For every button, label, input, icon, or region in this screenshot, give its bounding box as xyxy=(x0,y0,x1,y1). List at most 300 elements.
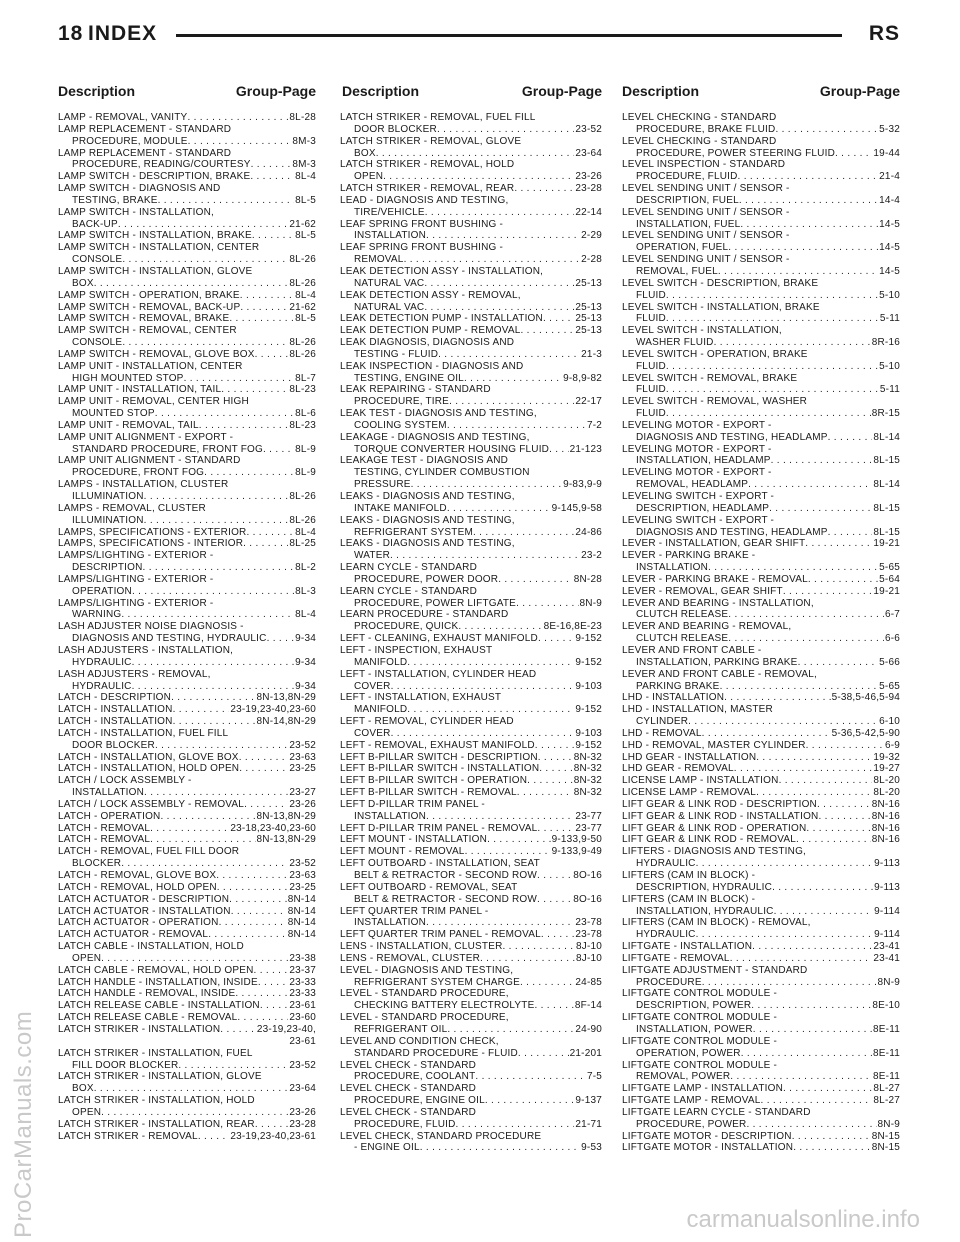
entry-text: PROCEDURE, POWER xyxy=(636,1118,747,1130)
index-entry xyxy=(58,124,316,148)
dot-leader xyxy=(818,811,870,823)
entry-text: FLUID xyxy=(636,408,666,420)
entry-text: - ENGINE OIL xyxy=(354,1142,420,1154)
entry-text: CYLINDER xyxy=(636,716,689,728)
group-page-ref: 9-133,9-49 xyxy=(551,846,602,858)
group-page-ref: 9-113 xyxy=(874,858,900,870)
entry-text: LATCH STRIKER - INSTALLATION xyxy=(58,1023,221,1035)
dot-leader xyxy=(688,716,878,728)
dot-leader xyxy=(806,823,870,835)
entry-text: STANDARD PROCEDURE, FRONT FOG xyxy=(72,443,263,455)
entry-text: OPEN xyxy=(354,171,384,183)
entry-text: LHD - INSTALLATION xyxy=(622,692,725,704)
entry-text: LATCH - REMOVAL, HOLD OPEN xyxy=(58,881,217,893)
entry-text: LAMP REPLACEMENT - STANDARD xyxy=(58,123,232,135)
page-number: 18 xyxy=(58,22,84,45)
group-page-ref: 9-103 xyxy=(575,727,602,739)
entry-text: LHD GEAR - REMOVAL xyxy=(622,763,734,775)
entry-text: INSTALLATION, HEADLAMP xyxy=(636,455,771,467)
dot-leader xyxy=(485,1095,575,1107)
index-entry xyxy=(622,621,900,645)
index-entry xyxy=(340,538,602,562)
entry-text: REMOVAL xyxy=(354,254,404,266)
group-page-ref: 24-90 xyxy=(575,1023,602,1035)
entry-text: REMOVAL, POWER xyxy=(636,1071,731,1083)
entry-text: PROCEDURE, READING/COURTESY xyxy=(72,159,251,171)
entry-text: LAMPS - INSTALLATION, CLUSTER xyxy=(58,479,229,491)
entry-text: CHECKING BATTERY ELECTROLYTE xyxy=(354,1000,535,1012)
dot-leader xyxy=(538,633,574,645)
group-page-ref: 8L-26 xyxy=(289,337,316,349)
index-entry xyxy=(622,420,900,444)
index-entry xyxy=(340,775,602,787)
dot-leader xyxy=(447,1024,574,1036)
entry-text: WATER xyxy=(354,550,390,562)
index-entry xyxy=(340,763,602,775)
group-page-ref: 21-71 xyxy=(575,1118,602,1130)
group-page-ref: 8N-9 xyxy=(877,1118,900,1130)
group-page-ref: 8L-5 xyxy=(295,194,316,206)
entry-text: LAMP SWITCH - REMOVAL, BACK-UP xyxy=(58,301,241,313)
group-page-ref: 5-32 xyxy=(879,123,900,135)
entry-text: LEAF SPRING FRONT BUSHING - xyxy=(340,218,504,230)
index-entry xyxy=(622,1036,900,1060)
entry-text: OPEN xyxy=(72,952,102,964)
entry-text: FLUID xyxy=(636,313,666,325)
dot-leader xyxy=(464,373,562,385)
entry-text: PROCEDURE xyxy=(636,976,702,988)
dot-leader xyxy=(527,775,573,787)
index-entry xyxy=(622,550,900,574)
entry-text: LEFT B-PILLAR SWITCH - OPERATION xyxy=(340,775,528,787)
dot-leader xyxy=(702,728,831,740)
index-entry xyxy=(340,219,602,243)
entry-text: LIFTERS (CAM IN BLOCK) - xyxy=(622,870,756,881)
column-header-2 xyxy=(342,83,602,103)
index-entry xyxy=(58,716,316,728)
dot-leader xyxy=(424,278,574,290)
entry-text: HYDRAULIC xyxy=(72,680,132,692)
entry-text: BELT & RETRACTOR - SECOND ROW xyxy=(354,893,538,905)
group-page-ref: 21-62 xyxy=(289,218,316,230)
entry-text: LEFT QUARTER TRIM PANEL - xyxy=(340,905,489,917)
index-entry xyxy=(622,763,900,775)
index-entry xyxy=(58,645,316,669)
group-page-ref: 23-38 xyxy=(289,952,316,964)
entry-text: LEFT - REMOVAL, EXHAUST MANIFOLD xyxy=(340,739,535,751)
entry-text: CLUTCH RELEASE xyxy=(636,633,729,645)
group-page-ref: 8L-14 xyxy=(873,431,900,443)
index-entry xyxy=(340,266,602,290)
index-entry xyxy=(58,420,316,432)
entry-text: LAMP UNIT - REMOVAL, TAIL xyxy=(58,419,199,431)
entry-text: LEVEL - STANDARD PROCEDURE, xyxy=(340,988,509,1000)
group-page-ref: 23-2 xyxy=(581,550,602,562)
entry-text: BOX xyxy=(354,147,376,159)
entry-text: LEVEL SWITCH - REMOVAL, BRAKE xyxy=(622,372,798,384)
group-page-ref: 8N-15 xyxy=(871,1142,900,1154)
entry-text: CONSOLE xyxy=(72,254,123,266)
group-page-ref: 23-27 xyxy=(289,787,316,799)
group-page-ref: 9-133,9-50 xyxy=(551,834,602,846)
dot-leader xyxy=(426,811,574,823)
entry-text: LATCH STRIKER - REMOVAL, FUEL FILL xyxy=(340,112,536,123)
entry-text: LIFTGATE LEARN CYCLE - STANDARD xyxy=(622,1106,811,1118)
index-entry xyxy=(622,823,900,835)
dot-leader xyxy=(728,633,884,645)
dot-leader xyxy=(404,254,581,266)
dot-leader xyxy=(756,787,872,799)
group-page-ref: 8N-14 xyxy=(287,929,316,941)
page-title: INDEX xyxy=(88,22,158,45)
index-entry xyxy=(622,692,900,704)
index-entry xyxy=(58,290,316,302)
dot-leader xyxy=(828,527,873,539)
index-entry xyxy=(340,953,602,965)
group-page-ref: 8L-26 xyxy=(289,277,316,289)
entry-text: LAMP SWITCH - INSTALLATION, BRAKE xyxy=(58,230,252,242)
entry-text: LEVEL CHECK - STANDARD xyxy=(340,1059,477,1071)
entry-text: LICENSE LAMP - INSTALLATION xyxy=(622,775,779,787)
group-page-ref: 8L-23 xyxy=(289,384,316,396)
entry-text: INSTALLATION xyxy=(636,562,709,574)
entry-text: LAMPS - REMOVAL, CLUSTER xyxy=(58,502,206,514)
dot-leader xyxy=(254,965,289,977)
index-entry xyxy=(622,373,900,397)
entry-text: LEFT B-PILLAR SWITCH - INSTALLATION xyxy=(340,763,540,775)
index-entry xyxy=(340,692,602,716)
entry-text: LATCH ACTUATOR - OPERATION xyxy=(58,917,219,929)
dot-leader xyxy=(792,1131,871,1143)
index-entry xyxy=(622,965,900,989)
entry-text: LEFT D-PILLAR TRIM PANEL - xyxy=(340,798,485,810)
index-entry xyxy=(622,752,900,764)
column-header-3 xyxy=(622,83,900,103)
entry-text: REFRIGERANT SYSTEM xyxy=(354,526,473,538)
index-entry xyxy=(58,384,316,396)
group-page-ref: 24-86 xyxy=(575,526,602,538)
entry-text: LEVEL SENDING UNIT / SENSOR - xyxy=(622,230,790,242)
dot-leader xyxy=(537,894,572,906)
entry-text: OPERATION, FUEL xyxy=(636,242,729,254)
dot-leader xyxy=(751,1000,871,1012)
group-page-ref: 23-52 xyxy=(289,1059,316,1071)
group-page-ref: 8O-16 xyxy=(573,870,602,881)
group-page-heading: Group-Page xyxy=(235,83,316,99)
index-entry xyxy=(622,988,900,1012)
group-page-ref: 8L-6 xyxy=(295,408,316,420)
entry-text: LIFTERS (CAM IN BLOCK) - xyxy=(622,893,756,905)
group-page-ref: 8L-26 xyxy=(289,491,316,502)
entry-text: TESTING, BRAKE xyxy=(72,194,158,206)
group-page-ref: 23-33 xyxy=(289,988,316,1000)
index-entry xyxy=(622,1142,900,1154)
entry-text: LEVELING SWITCH - EXPORT - xyxy=(622,514,775,526)
group-page-ref: 14-5 xyxy=(879,242,900,254)
index-entry xyxy=(622,230,900,254)
entry-text: DOOR BLOCKER xyxy=(354,123,437,135)
index-entry xyxy=(622,207,900,231)
page-header xyxy=(58,18,900,54)
dot-leader xyxy=(772,882,873,894)
dot-leader xyxy=(132,681,295,693)
index-entry xyxy=(622,159,900,183)
dot-leader xyxy=(549,444,569,456)
index-entry xyxy=(622,112,900,136)
entry-text: WASHER FLUID xyxy=(636,337,714,349)
dot-leader xyxy=(173,704,230,716)
group-page-ref: 7-2 xyxy=(586,419,602,431)
index-entry xyxy=(58,503,316,527)
group-page-ref: 5-11 xyxy=(879,313,900,325)
index-entry xyxy=(58,527,316,539)
index-entry xyxy=(58,1119,316,1131)
group-page-ref: 22-14 xyxy=(575,206,602,218)
group-page-ref: 8F-14 xyxy=(574,1000,602,1012)
index-entry xyxy=(340,408,602,432)
entry-text: LEVER - PARKING BRAKE - xyxy=(622,550,756,562)
entry-text: LEAKS - DIAGNOSIS AND TESTING, xyxy=(340,491,515,502)
dot-leader xyxy=(391,728,575,740)
group-page-ref: 23-78 xyxy=(575,917,602,929)
index-entry xyxy=(622,870,900,894)
dot-leader xyxy=(426,917,574,929)
entry-text: LEFT MOUNT - REMOVAL xyxy=(340,846,465,858)
group-page-ref: 23-28 xyxy=(289,1118,316,1130)
entry-text: BOX xyxy=(72,277,94,289)
index-entry xyxy=(622,136,900,160)
group-page-ref: 8E-16,8E-23 xyxy=(543,621,602,633)
entry-text: LEFT QUARTER TRIM PANEL - REMOVAL xyxy=(340,929,541,941)
dot-leader xyxy=(774,906,874,918)
dot-leader xyxy=(516,598,578,610)
group-page-ref: 8L-4 xyxy=(295,289,316,301)
group-page-ref: 8L-23 xyxy=(289,419,316,431)
entry-text: LIFT GEAR & LINK ROD - REMOVAL xyxy=(622,834,796,846)
description-heading: Description xyxy=(58,83,136,99)
group-page-ref: 23-41 xyxy=(873,952,900,964)
index-entry xyxy=(58,1048,316,1072)
group-page-ref: 8N-32 xyxy=(573,751,602,763)
index-entry xyxy=(340,1131,602,1155)
dot-leader xyxy=(437,124,574,136)
dot-leader xyxy=(132,586,294,598)
dot-leader xyxy=(537,823,574,835)
entry-text: INSTALLATION, PARKING BRAKE xyxy=(636,656,798,668)
group-page-ref: 23-63 xyxy=(289,751,316,763)
entry-text: TESTING, ENGINE OIL xyxy=(354,372,464,384)
index-entry xyxy=(340,337,602,361)
index-entry xyxy=(622,645,900,669)
dot-leader xyxy=(817,799,871,811)
index-entry xyxy=(340,609,602,633)
dot-leader xyxy=(219,917,287,929)
entry-text: PROCEDURE, POWER STEERING FLUID xyxy=(636,147,835,159)
index-entry xyxy=(622,917,900,941)
dot-leader xyxy=(240,290,294,302)
entry-text: LAMP SWITCH - DESCRIPTION, BRAKE xyxy=(58,171,251,183)
index-entry xyxy=(340,361,602,385)
group-page-ref: 6-10 xyxy=(879,716,900,728)
group-page-ref: 8J-10 xyxy=(575,941,602,953)
index-entry xyxy=(622,799,900,811)
group-page-ref: 8L-25 xyxy=(289,538,316,550)
group-page-ref: 9-83,9-9 xyxy=(563,479,602,491)
index-entry xyxy=(58,266,316,290)
group-page-ref: 8E-11 xyxy=(873,1071,900,1083)
index-entry xyxy=(622,325,900,349)
group-page-ref: 23-26 xyxy=(575,171,602,183)
entry-text: LIFT GEAR & LINK ROD - OPERATION xyxy=(622,822,807,834)
dot-leader xyxy=(696,858,874,870)
index-column-3 xyxy=(622,112,900,1154)
entry-text: LEARN PROCEDURE - STANDARD xyxy=(340,609,509,621)
side-watermark: ProCarManuals.com xyxy=(10,1010,37,1238)
description-heading: Description xyxy=(342,83,420,99)
index-entry xyxy=(58,432,316,456)
entry-text: LIFTERS - DIAGNOSIS AND TESTING, xyxy=(622,846,807,858)
group-page-ref: 9-145,9-58 xyxy=(551,502,602,514)
entry-text: BLOCKER xyxy=(72,858,122,870)
group-page-ref: 5-10 xyxy=(879,289,900,301)
entry-text: TESTING - FLUID xyxy=(354,348,439,360)
index-entry xyxy=(622,834,900,846)
group-page-ref: 5-66 xyxy=(879,656,900,668)
index-entry xyxy=(622,811,900,823)
group-page-heading: Group-Page xyxy=(819,83,900,99)
entry-text: LAMP REPLACEMENT - STANDARD xyxy=(58,147,232,159)
dot-leader xyxy=(720,681,879,693)
entry-text: LAMPS/LIGHTING - EXTERIOR - xyxy=(58,573,214,585)
entry-text: LICENSE LAMP - REMOVAL xyxy=(622,787,757,799)
dot-leader xyxy=(239,763,288,775)
dot-leader xyxy=(184,373,295,385)
group-page-ref: 6-9 xyxy=(884,739,900,751)
group-page-ref: 9-34 xyxy=(295,656,316,668)
entry-text: LATCH / LOCK ASSEMBLY - xyxy=(58,775,192,787)
index-entry xyxy=(340,325,602,337)
index-entry xyxy=(622,586,900,598)
index-entry xyxy=(340,906,602,930)
entry-text: LIFTGATE CONTROL MODULE - xyxy=(622,1035,778,1047)
index-entry xyxy=(58,799,316,811)
dot-leader xyxy=(217,882,289,894)
dot-leader xyxy=(144,491,289,503)
entry-text: OPERATION xyxy=(72,585,132,597)
dot-leader xyxy=(728,609,884,621)
entry-text: LATCH - REMOVAL xyxy=(58,834,151,846)
group-page-ref: 8N-9 xyxy=(877,976,900,988)
dot-leader xyxy=(132,657,295,669)
entry-text: COOLING SYSTEM xyxy=(354,419,447,431)
entry-text: LEVEL - DIAGNOSIS AND TESTING, xyxy=(340,964,514,976)
entry-text: LATCH HANDLE - REMOVAL, INSIDE xyxy=(58,988,236,1000)
entry-text: LATCH ACTUATOR - INSTALLATION xyxy=(58,905,231,917)
entry-text: LATCH ACTUATOR - REMOVAL xyxy=(58,929,209,941)
dot-leader xyxy=(714,337,871,349)
group-page-ref: 8M-3 xyxy=(292,159,316,171)
index-entry xyxy=(340,858,602,882)
entry-text: BACK-UP xyxy=(72,218,118,230)
entry-text: REFRIGERANT SYSTEM CHARGE xyxy=(354,976,520,988)
index-entry xyxy=(58,313,316,325)
group-page-ref: 8L-14 xyxy=(873,479,900,491)
group-page-ref: 8N-16 xyxy=(871,822,900,834)
entry-text: LATCH STRIKER - REMOVAL xyxy=(58,1130,198,1142)
index-entry xyxy=(340,846,602,858)
group-page-ref: 19-44 xyxy=(873,147,900,159)
dot-leader xyxy=(94,278,289,290)
index-entry xyxy=(622,538,900,550)
entry-text: PROCEDURE, COOLANT xyxy=(354,1071,476,1083)
group-page-ref: 21-3 xyxy=(581,348,602,360)
index-entry xyxy=(622,775,900,787)
entry-text: LEVER AND FRONT CABLE - REMOVAL, xyxy=(622,668,817,680)
group-page-ref: 23-26 xyxy=(289,1106,316,1118)
dot-leader xyxy=(258,977,289,989)
index-entry xyxy=(58,538,316,550)
dot-leader xyxy=(666,313,879,325)
dot-leader xyxy=(187,112,288,124)
group-page-ref: 23-78 xyxy=(575,929,602,941)
index-entry xyxy=(340,799,602,823)
dot-leader xyxy=(251,159,292,171)
dot-leader xyxy=(724,692,830,704)
entry-text: LAMP - REMOVAL, VANITY xyxy=(58,112,188,123)
entry-text: LATCH - INSTALLATION xyxy=(58,704,173,716)
entry-text: PROCEDURE, POWER DOOR xyxy=(354,573,499,585)
entry-text: BOX xyxy=(72,1083,94,1095)
index-entry xyxy=(58,148,316,172)
group-page-ref: 23-41 xyxy=(873,941,900,953)
entry-text: INSTALLATION, POWER xyxy=(636,1023,753,1035)
index-entry xyxy=(340,491,602,515)
group-page-ref: 23-60 xyxy=(289,1012,316,1024)
dot-leader xyxy=(666,290,878,302)
entry-text: LAMP SWITCH - REMOVAL, BRAKE xyxy=(58,313,230,325)
entry-text: LEVELING MOTOR - EXPORT - xyxy=(622,443,772,455)
entry-text: TESTING, CYLINDER COMBUSTION xyxy=(354,467,530,479)
index-entry xyxy=(58,171,316,183)
index-entry xyxy=(58,361,316,385)
index-entry xyxy=(340,787,602,799)
dot-leader xyxy=(237,1012,288,1024)
dot-leader xyxy=(518,1048,569,1060)
entry-text: PROCEDURE, MODULE xyxy=(72,135,188,147)
entry-text: LAMP UNIT - INSTALLATION, CENTER xyxy=(58,360,243,372)
entry-text: CLUTCH RELEASE xyxy=(636,609,729,621)
dot-leader xyxy=(487,834,551,846)
index-entry xyxy=(340,823,602,835)
index-entry xyxy=(622,396,900,420)
entry-text: LEVEL SWITCH - DESCRIPTION, BRAKE xyxy=(622,277,819,289)
entry-text: LIFTGATE ADJUSTMENT - STANDARD xyxy=(622,964,808,976)
group-page-ref: 9-114 xyxy=(874,905,900,917)
entry-text: LAMP SWITCH - REMOVAL, CENTER xyxy=(58,325,237,337)
group-page-ref: 8L-27 xyxy=(873,1083,900,1095)
dot-leader xyxy=(796,834,871,846)
group-page-ref: 9-152 xyxy=(575,739,602,751)
group-page-ref: 23-28 xyxy=(575,183,602,195)
index-entry xyxy=(58,242,316,266)
group-page-ref: 8L-5 xyxy=(295,230,316,242)
index-entry xyxy=(58,988,316,1000)
entry-text: LEAK DETECTION ASSY - REMOVAL, xyxy=(340,289,521,301)
entry-text: LEVEL CHECK - STANDARD xyxy=(340,1106,477,1118)
dot-leader xyxy=(243,538,288,550)
entry-text: DESCRIPTION, POWER xyxy=(636,1000,752,1012)
index-entry xyxy=(622,1060,900,1084)
